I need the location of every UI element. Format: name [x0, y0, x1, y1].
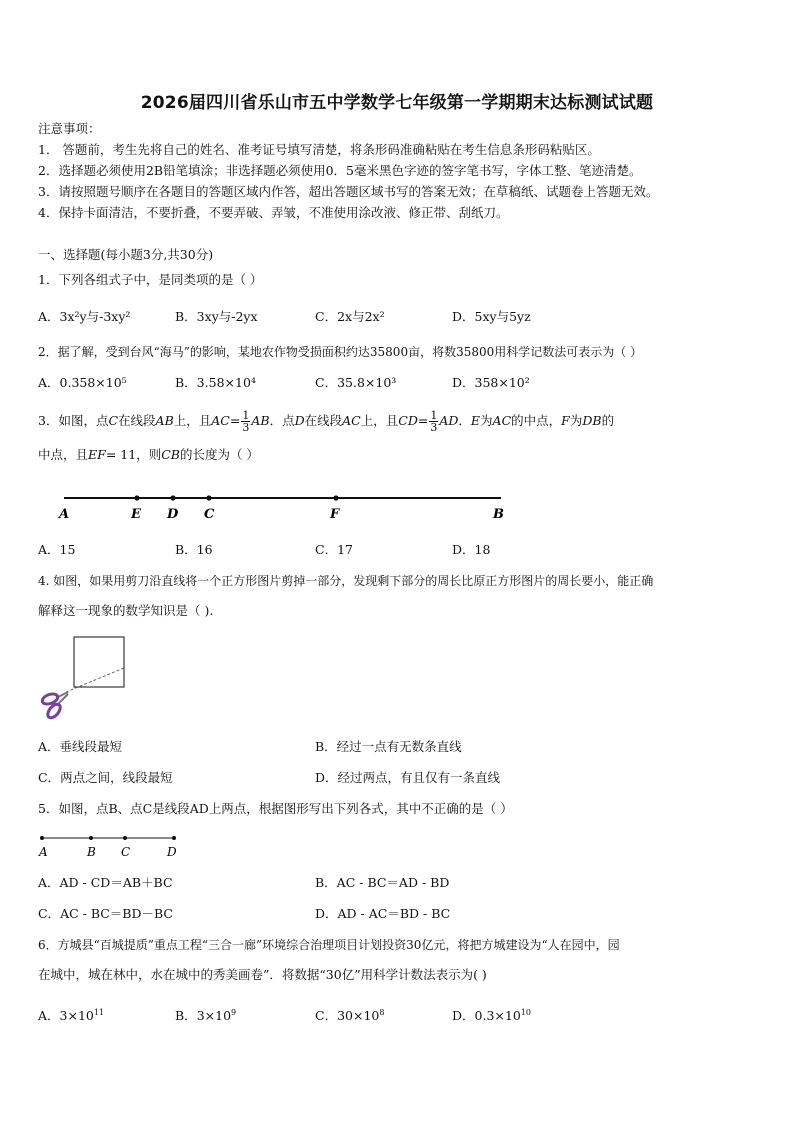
q3-text: 的中点， — [511, 413, 562, 428]
q6-option-c[interactable] — [315, 1005, 384, 1024]
q3-var: AD — [439, 413, 459, 428]
q3-text: ． — [458, 413, 471, 428]
option-exponent: 10 — [520, 1008, 531, 1017]
notice-heading: 注意事项： — [38, 121, 101, 136]
option-label: A． — [38, 1008, 60, 1024]
notice-item-2: 2．选择题必须使用2B铅笔填涂；非选择题必须使用0．5毫米黑色字迹的签字笔书写，字体工整、笔迹清楚。 — [38, 163, 642, 178]
q3-frac-num: 1 — [430, 409, 438, 422]
q3-text: ，则 — [136, 447, 162, 462]
q1-option-b[interactable]: B．3xy与-2yx — [175, 309, 258, 324]
cut-line — [66, 668, 124, 692]
q3-var: AC — [342, 413, 361, 428]
option-label: B． — [175, 1008, 197, 1024]
q3-text: ．点 — [269, 413, 295, 428]
q3-frac-den: 3 — [430, 421, 438, 434]
q2-option-b[interactable]: B．3.58×10⁴ — [175, 375, 256, 390]
q3-text: 在线段 — [304, 413, 343, 428]
q1-stem: 1．下列各组式子中，是同类项的是（ ） — [38, 272, 263, 287]
q6-option-b[interactable] — [175, 1005, 236, 1024]
q3-option-c[interactable]: C．17 — [315, 542, 353, 557]
q3-segment-figure — [50, 488, 520, 524]
q3-fraction — [429, 410, 438, 433]
q2-option-d[interactable]: D．358×10² — [452, 375, 530, 390]
q3-text: 上，且 — [360, 413, 399, 428]
q3-var: AC — [492, 413, 512, 428]
q4-stem-line2: 解释这一现象的数学知识是（ ). — [38, 603, 214, 618]
q3-text: 为 — [480, 413, 493, 428]
option-value: 3×10 — [59, 1008, 94, 1024]
square-shape — [74, 637, 124, 687]
q3-stem-line2 — [38, 447, 259, 463]
point-d — [172, 836, 176, 840]
q3-var: D — [294, 413, 305, 428]
q3-frac-den: 3 — [242, 421, 250, 434]
option-exponent: 11 — [93, 1008, 105, 1017]
option-exponent: 8 — [379, 1008, 385, 1017]
page-title: 2026届四川省乐山市五中学数学七年级第一学期期末达标测试试题 — [140, 93, 654, 113]
q2-option-c[interactable]: C．35.8×10³ — [315, 375, 397, 390]
point-c — [206, 495, 211, 500]
q3-var: AB — [155, 413, 174, 428]
q3-option-a[interactable]: A．15 — [38, 542, 76, 557]
q3-var: CB — [161, 447, 180, 462]
q5-stem: 5．如图，点B、点C是线段AD上两点，根据图形写出下列各式，其中不正确的是（ ） — [38, 801, 513, 816]
q4-option-b[interactable]: B．经过一点有无数条直线 — [315, 739, 462, 754]
option-value: 0.3×10 — [474, 1008, 521, 1024]
q3-var: CD — [398, 413, 418, 428]
q5-option-a[interactable]: A．AD - CD＝AB＋BC — [38, 875, 173, 890]
q3-var: AB — [251, 413, 270, 428]
q3-var: EF — [88, 447, 106, 462]
point-e — [134, 495, 139, 500]
q3-text: 在线段 — [118, 413, 156, 428]
q1-option-a[interactable]: A．3x²y与-3xy² — [38, 309, 131, 324]
q3-option-b[interactable]: B．16 — [175, 542, 213, 557]
label-a: A — [59, 507, 70, 522]
q3-text: 中点，且 — [38, 447, 89, 462]
q3-stem-line1 — [38, 408, 614, 434]
label-d: D — [167, 507, 179, 522]
label-d: D — [167, 845, 177, 859]
q3-var: E — [470, 413, 481, 428]
q6-option-a[interactable] — [38, 1005, 104, 1024]
notice-item-3: 3．请按照题号顺序在各题目的答题区域内作答，超出答题区域书写的答案无效；在草稿纸、试题卷上答题无效。 — [38, 184, 659, 199]
q6-option-d[interactable] — [452, 1005, 531, 1024]
q3-option-d[interactable]: D．18 — [452, 542, 491, 557]
q3-text: 的长度为（ ） — [179, 447, 259, 462]
q5-option-c[interactable]: C．AC - BC＝BD－BC — [38, 906, 173, 921]
label-b: B — [87, 845, 96, 859]
notice-item-4: 4．保持卡面清洁，不要折叠，不要弄破、弄皱，不准使用涂改液、修正带、刮纸刀。 — [38, 205, 509, 220]
q6-stem-line1: 6．方城县“百城提质”重点工程“三合一廊”环境综合治理项目计划投资30亿元，将把方城建设为“人在园中，园 — [38, 938, 620, 952]
q5-option-b[interactable]: B．AC - BC＝AD - BD — [315, 875, 450, 890]
q1-option-d[interactable]: D．5xy与5yz — [452, 309, 531, 324]
section-heading: 一、选择题(每小题3分,共30分) — [38, 247, 214, 262]
label-f: F — [330, 507, 340, 522]
q3-text: 3．如图，点 — [38, 413, 109, 428]
q3-fraction — [241, 410, 250, 433]
label-c: C — [204, 507, 215, 522]
point-f — [333, 495, 338, 500]
q3-var: C — [108, 413, 119, 428]
option-exponent: 9 — [231, 1008, 237, 1017]
point-a — [40, 836, 44, 840]
q3-text: 为 — [569, 413, 583, 428]
q4-stem-line1: 4. 如图，如果用剪刀沿直线将一个正方形图片剪掉一部分，发现剩下部分的周长比原正方形图片的周长要小，能正确 — [38, 574, 654, 588]
q3-text: = 11 — [105, 447, 137, 462]
q1-option-c[interactable]: C．2x与2x² — [315, 309, 385, 324]
q3-text: 的 — [601, 413, 615, 428]
point-c — [123, 836, 127, 840]
q5-segment-figure — [38, 830, 183, 860]
q4-option-a[interactable]: A．垂线段最短 — [38, 739, 123, 754]
q4-option-c[interactable]: C．两点之间，线段最短 — [38, 770, 173, 785]
q2-option-a[interactable]: A．0.358×10⁵ — [38, 375, 127, 390]
label-b: B — [493, 507, 504, 522]
point-d — [170, 495, 175, 500]
q3-frac-num: 1 — [242, 409, 250, 422]
q3-var: F — [561, 413, 570, 428]
q4-scissors-figure — [38, 632, 133, 724]
q6-stem-line2: 在城中，城在林中，水在城中的秀美画卷”．将数据“30亿”用科学计数法表示为( ) — [38, 967, 487, 982]
notice-item-1: 1． 答题前，考生先将自己的姓名、准考证号填写清楚，将条形码准确粘贴在考生信息条形码粘贴区。 — [38, 142, 600, 157]
option-value: 30×10 — [337, 1008, 380, 1024]
label-c: C — [121, 845, 131, 859]
label-a: A — [39, 845, 48, 859]
q5-option-d[interactable]: D．AD - AC＝BD - BC — [315, 906, 451, 921]
q3-text: 上，且 — [173, 413, 212, 428]
q2-stem: 2．据了解，受到台风“海马”的影响，某地农作物受损面积约达35800亩，将数35800用科学记数法可表示为（ ） — [38, 345, 643, 359]
q3-var: AC — [211, 413, 230, 428]
option-label: C． — [315, 1008, 338, 1024]
q3-eq: = — [229, 413, 241, 428]
label-e: E — [131, 507, 141, 522]
option-label: D． — [452, 1008, 475, 1024]
q3-eq: = — [417, 413, 429, 428]
point-b — [89, 836, 93, 840]
scissors-icon — [41, 692, 68, 720]
option-value: 3×10 — [196, 1008, 232, 1024]
q4-option-d[interactable]: D．经过两点，有且仅有一条直线 — [315, 770, 501, 785]
q3-var: DB — [582, 413, 602, 428]
